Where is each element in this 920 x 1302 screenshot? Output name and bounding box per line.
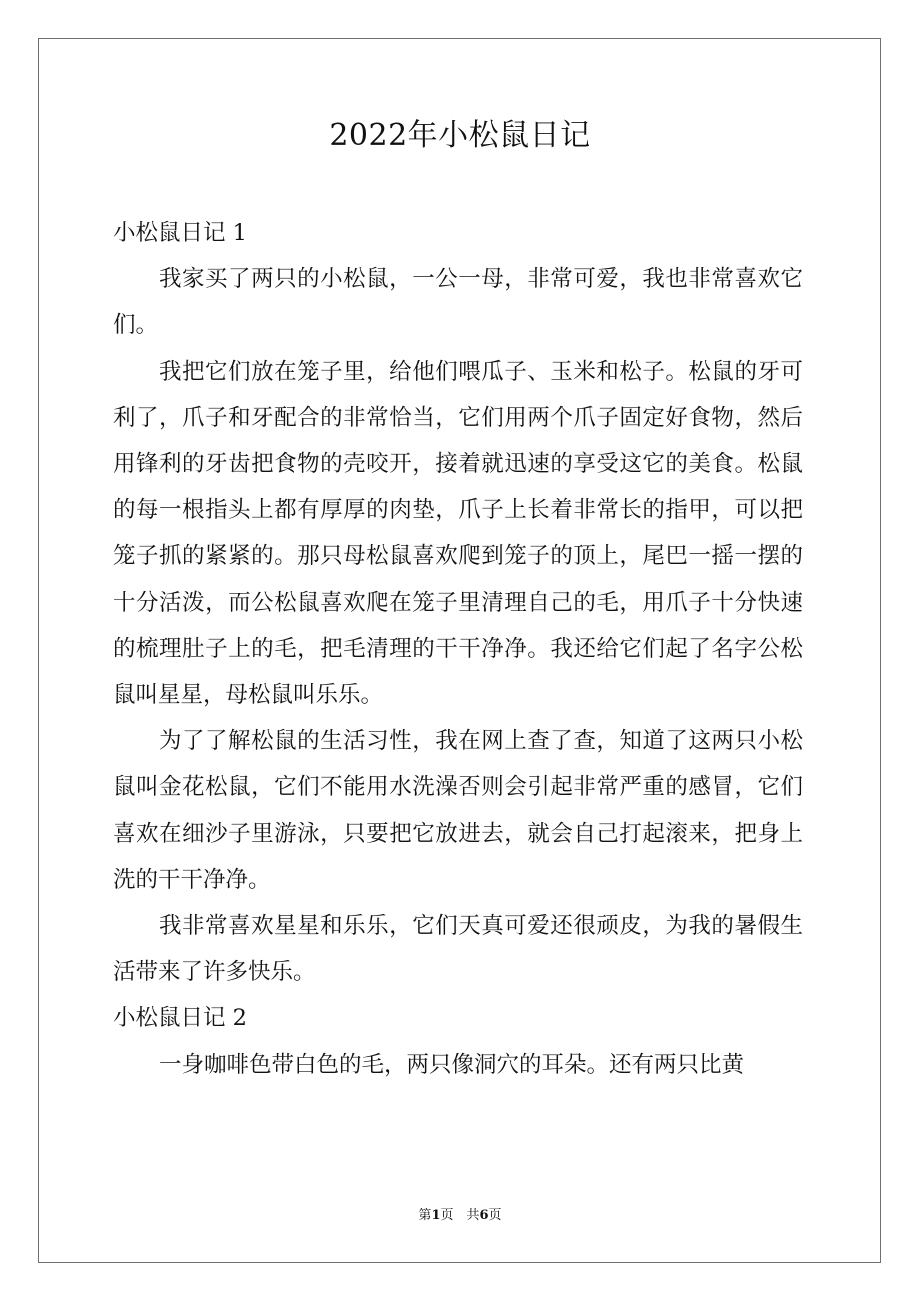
- footer-page-mid: 页 共: [440, 1208, 480, 1223]
- paragraph: 我非常喜欢星星和乐乐，它们天真可爱还很顽皮，为我的暑假生活带来了许多快乐。: [113, 913, 803, 986]
- paragraph: 我家买了两只的小松鼠，一公一母，非常可爱，我也非常喜欢它们。: [113, 266, 803, 339]
- paragraph: 一身咖啡色带白色的毛，两只像洞穴的耳朵。还有两只比黄: [159, 1051, 745, 1078]
- page-footer: [0, 1206, 920, 1226]
- section-heading: 小松鼠日记 2: [113, 1005, 247, 1032]
- paragraph: 为了了解松鼠的生活习性，我在网上查了查，知道了这两只小松鼠叫金花松鼠，它们不能用水洗澡否则会引起非常严重的感冒，它们喜欢在细沙子里游泳，只要把它放进去，就会自己打起滚来，把身上洗的干干净净。: [113, 728, 803, 893]
- footer-page-current: 1: [431, 1208, 441, 1223]
- section-1: [113, 210, 803, 995]
- section-heading: 小松鼠日记 1: [113, 220, 247, 246]
- footer-page-prefix: 第: [418, 1208, 432, 1223]
- document-title: 2022年小松鼠日记: [329, 118, 591, 153]
- document-body: [113, 210, 803, 1088]
- footer-page-suffix: 页: [488, 1208, 502, 1223]
- paragraph: 我把它们放在笼子里，给他们喂瓜子、玉米和松子。松鼠的牙可利了，爪子和牙配合的非常恰当，它们用两个爪子固定好食物，然后用锋利的牙齿把食物的壳咬开，接着就迅速的享受这它的美食。松鼠的每一根指头上都有厚厚的肉垫，爪子上长着非常长的指甲，可以把笼子抓的紧紧的。那只母松鼠喜欢爬到笼子的顶上，尾巴一摇一摆的十分活泼，而公松鼠喜欢爬在笼子里清理自己的毛，用爪子十分快速的梳理肚子上的毛，把毛清理的干干净净。我还给它们起了名字公松鼠叫星星，母松鼠叫乐乐。: [113, 358, 803, 709]
- section-2: [113, 995, 803, 1087]
- footer-page-total: 6: [479, 1208, 489, 1223]
